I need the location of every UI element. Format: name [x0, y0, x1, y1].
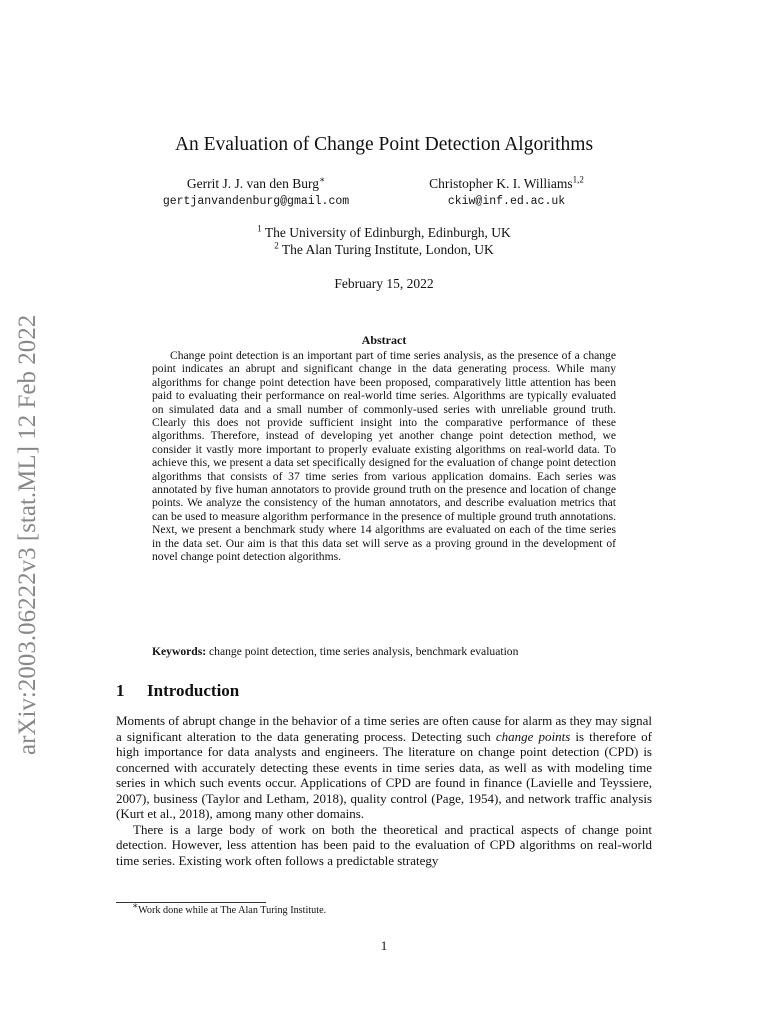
- author-mark: ∗: [318, 174, 326, 185]
- keywords: [152, 645, 642, 658]
- affiliation-1: $^1$ The University of Edinburgh, Edinburgh, UK: [257, 223, 511, 240]
- abstract-heading: Abstract: [361, 333, 407, 347]
- arxiv-identifier: arXiv:2003.06222v3 [stat.ML] 12 Feb 2022: [14, 314, 41, 755]
- abstract-text: Change point detection is an important part of time series analysis, as the presence of a change point indicates an abrupt and significant change in the data generating process. While many algorithms for change point detection have been proposed, comparatively little attention has been paid to evaluating their performance on real-world time series. Algorithms are typically evaluated on simulated data and a small number of commonly-used series with unreliable ground truth. Clearly this does not provide sufficient insight into the comparative performance of these algorithms. Therefore, instead of developing yet another change point detection method, we consider it vastly more important to properly evaluate existing algorithms on real-world data. To achieve this, we present a data set specifically designed for the evaluation of change point detection algorithms that consists of 37 time series from various application domains. Each series was annotated by five human annotators to provide ground truth on the presence and location of change points. We analyze the consistency of the human annotators, and describe evaluation metrics that can be used to measure algorithm performance in the presence of multiple ground truth annotations. Next, we present a benchmark study where 14 algorithms are evaluated on each of the time series in the data set. Our aim is that this data set will serve as a proving ground in the development of novel change point detection algorithms.: [152, 349, 616, 564]
- section-number: 1: [116, 681, 125, 700]
- body-text: [116, 713, 652, 868]
- paragraph-2: There is a large body of work on both the theoretical and practical aspects of change point detection. However, less attention has been paid to the evaluation of CPD algorithms on real-world time series. Existing work often follows a predictable strategy: [116, 821, 652, 868]
- author-block-2: [384, 176, 629, 208]
- footnote: ∗Work done while at The Alan Turing Institute.: [132, 900, 327, 916]
- keywords-label: Keywords:: [152, 645, 207, 658]
- author-name: Christopher K. I. Williams: [429, 176, 573, 191]
- affiliations: [116, 224, 652, 258]
- affiliation-2: $^2$ The Alan Turing Institute, London, UK: [274, 240, 494, 257]
- paper-date: February 15, 2022: [334, 276, 434, 291]
- author-email: ckiw@inf.ed.ac.uk: [447, 195, 566, 208]
- paper-title: An Evaluation of Change Point Detection Algorithms: [174, 134, 594, 155]
- emphasis: change points: [495, 728, 571, 744]
- footnote-rule: [116, 902, 266, 903]
- author-name: Gerrit J. J. van den Burg: [186, 176, 319, 191]
- section-heading: [116, 681, 239, 701]
- author-mark: 1,2: [572, 174, 584, 185]
- section-title: Introduction: [147, 681, 240, 700]
- author-email: gertjanvandenburg@gmail.com: [162, 195, 350, 208]
- author-block-1: [146, 176, 366, 208]
- page-number: 1: [380, 938, 388, 953]
- paragraph-1: Moments of abrupt change in the behavior of a time series are often cause for alarm as they may signal a significant alteration to the data generating process. Detecting such change points is therefore of high importance for data analysts and engineers. The literature on change point detection (CPD) is concerned with accurately detecting these events in time series data, as well as with modeling time series in which such events occur. Applications of CPD are found in finance (Lavielle and Teyssiere, 2007), business (Taylor and Letham, 2018), quality control (Page, 1954), and network traffic analysis (Kurt et al., 2018), among many other domains.: [116, 713, 653, 821]
- keywords-text: change point detection, time series analysis, benchmark evaluation: [206, 645, 519, 658]
